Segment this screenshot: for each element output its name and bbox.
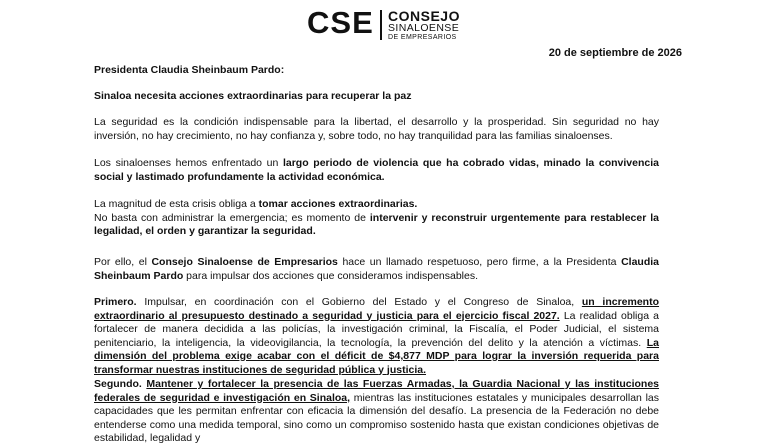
logo-org-line3: DE EMPRESARIOS	[388, 34, 457, 41]
logo-mark: CSE	[307, 5, 374, 40]
paragraph-2-text: Los sinaloenses hemos enfrentado un	[94, 157, 283, 169]
paragraph-2-emphasis: largo periodo de violencia que ha cobrado vidas, minado la convivencia social y lastimado profundamente la actividad económica.	[94, 157, 659, 183]
paragraph-4-president-name: Claudia Sheinbaum Pardo	[94, 256, 659, 282]
paragraph-6	[94, 378, 659, 446]
paragraph-5-underlined-2: La dimensión del problema exige acabar con el déficit de $4,877 MDP para lograr la inversión requerida para transformar nuestras instituciones de seguridad pública y justicia.	[94, 336, 659, 376]
paragraph-4-org-name: Consejo Sinaloense de Empresarios	[151, 256, 338, 268]
paragraph-4-text-2: hace un llamado respetuoso, pero firme, a la Presidenta	[337, 256, 622, 268]
paragraph-6-underlined: Mantener y fortalecer la presencia de las Fuerzas Armadas, la Guardia Nacional y las instituciones federales de seguridad e investigación en Sinaloa,	[94, 378, 660, 404]
paragraph-4	[94, 256, 659, 283]
paragraph-4-text: Por ello, el	[94, 256, 152, 268]
logo-org-line2: SINALOENSE	[388, 22, 460, 34]
paragraph-6-heading: Segundo.	[94, 378, 142, 390]
paragraph-5-heading: Primero.	[94, 296, 137, 308]
paragraph-5	[94, 296, 659, 377]
paragraph-5-text-2: La realidad obliga a fortalecer de manera decidida a las policías, la investigación criminal, la Fiscalía, el Poder Judicial, el sistema penitenciario, la inteligencia, la videovigilancia, la tecnología, la prevención del delito y la atención a víctimas.	[94, 309, 659, 349]
paragraph-6-text: mientras las instituciones estatales y municipales desarrollan las capacidades que les permitan enfrentar con eficacia la dimensión del desafío. La presencia de la Federación no debe entenderse como una medida temporal, sino como un compromiso sostenido hasta que existan condiciones objetivas de estabilidad, legalidad y	[94, 391, 659, 444]
paragraph-3	[94, 198, 659, 239]
letter-date: 20 de septiembre de 2026	[548, 47, 682, 59]
paragraph-4-text-3: para impulsar dos acciones que consideramos indispensables.	[183, 269, 479, 282]
logo-org-line1: CONSEJO	[388, 8, 460, 24]
paragraph-3-text: La magnitud de esta crisis obliga a	[94, 198, 259, 210]
paragraph-2	[94, 157, 659, 184]
salutation: Presidenta Claudia Sheinbaum Pardo:	[94, 64, 285, 76]
paragraph-3-emphasis-2: intervenir y reconstruir urgentemente para restablecer la legalidad, el orden y garantizar la seguridad.	[94, 211, 660, 237]
paragraph-3-emphasis: tomar acciones extraordinarias.	[258, 198, 418, 210]
paragraph-1: La seguridad es la condición indispensable para la libertad, el desarrollo y la prosperidad. Sin seguridad no hay inversión, no hay crecimiento, no hay confianza y, sobre todo, no hay tranquilidad para las familias sinaloenses.	[94, 116, 659, 142]
paragraph-5-underlined: un incremento extraordinario al presupuesto destinado a seguridad y justicia para el ejercicio fiscal 2027.	[94, 296, 660, 322]
paragraph-5-text: Impulsar, en coordinación con el Gobierno del Estado y el Congreso de Sinaloa,	[136, 296, 582, 308]
logo-divider	[380, 10, 382, 40]
subject-line: Sinaloa necesita acciones extraordinarias para recuperar la paz	[94, 90, 412, 102]
paragraph-3-text-2: No basta con administrar la emergencia; es momento de	[94, 211, 370, 224]
